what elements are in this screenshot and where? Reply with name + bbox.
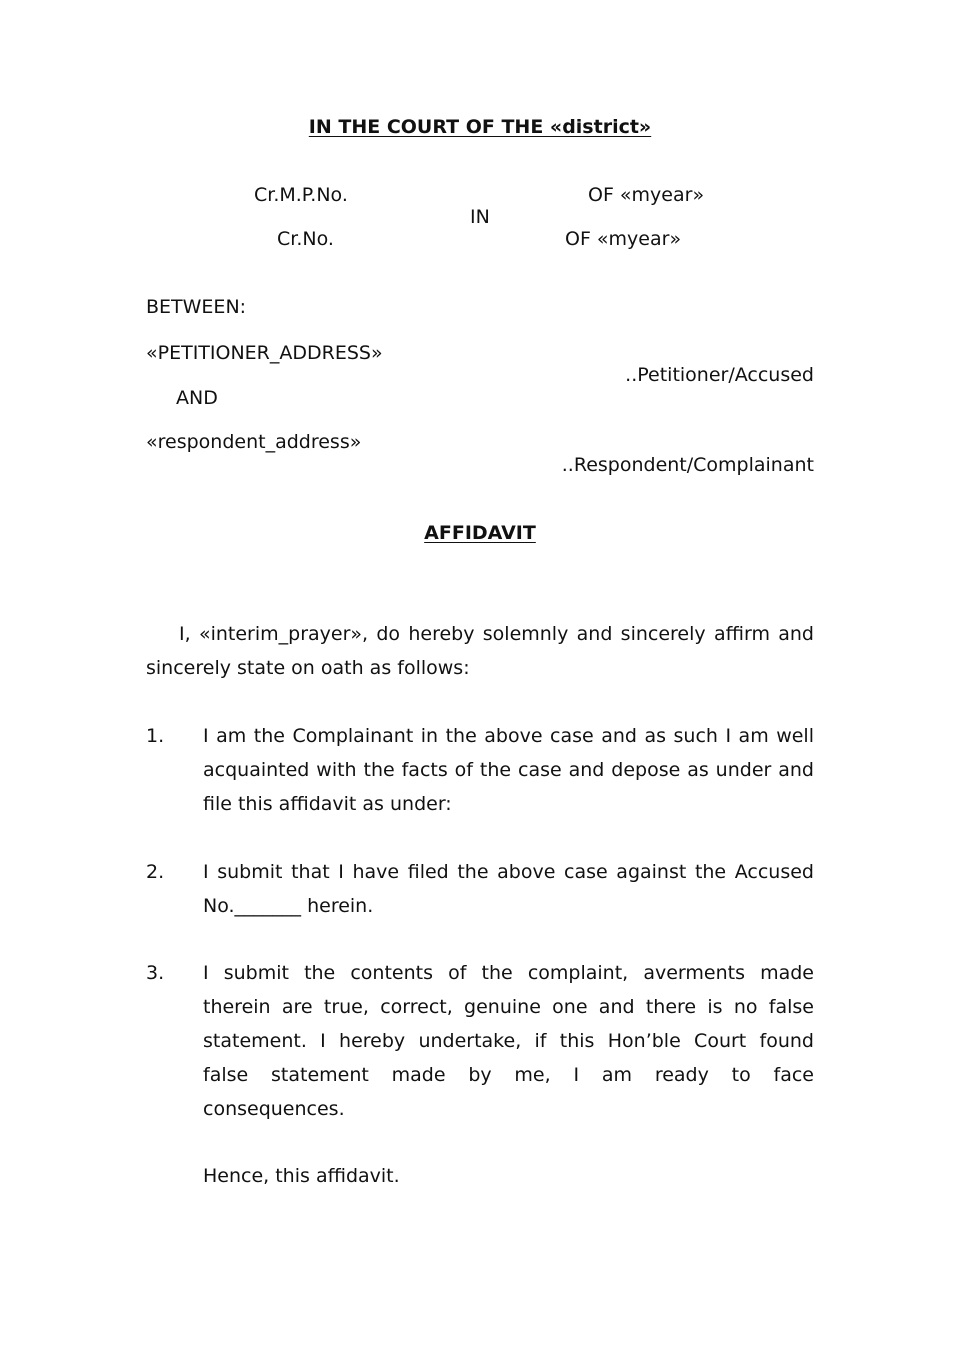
item-text: I submit that I have filed the above case against the Accused No._______ herein. — [203, 861, 814, 917]
item-text: I am the Complainant in the above case and as such I am well acquainted with the facts of the case and depose as under and file this affidavit as under: — [203, 725, 814, 815]
list-item — [146, 956, 814, 1126]
item-text-line: I submit the contents of the complaint, averments made — [203, 962, 814, 984]
item-number: 1. — [146, 725, 165, 747]
and-label: AND — [176, 387, 218, 409]
item-number: 3. — [146, 962, 165, 984]
respondent-role: ..Respondent/Complainant — [561, 454, 814, 476]
item-text-line: consequences. — [203, 1098, 345, 1120]
petitioner-role: ..Petitioner/Accused — [625, 364, 814, 386]
item-text-line: therein are true, correct, genuine one and there is no false — [203, 996, 814, 1018]
in-label: IN — [470, 206, 490, 228]
list-item — [146, 855, 814, 923]
crmp-year: OF «myear» — [588, 184, 705, 206]
petitioner-address: «PETITIONER_ADDRESS» — [146, 342, 383, 364]
court-heading: IN THE COURT OF THE «district» — [308, 116, 652, 138]
cr-year: OF «myear» — [565, 228, 682, 250]
crmp-number-label: Cr.M.P.No. — [254, 184, 348, 206]
closing-statement: Hence, this affidavit. — [203, 1165, 400, 1187]
item-number: 2. — [146, 861, 165, 883]
item-text-line: false statement made by me, I am ready to face — [203, 1064, 814, 1086]
cr-number-label: Cr.No. — [277, 228, 334, 250]
list-item — [146, 719, 814, 821]
item-text — [203, 956, 814, 1126]
affidavit-title: AFFIDAVIT — [424, 522, 536, 544]
respondent-address: «respondent_address» — [146, 431, 362, 453]
item-text-line: statement. I hereby undertake, if this Hon’ble Court found — [203, 1030, 814, 1052]
intro-paragraph: I, «interim_prayer», do hereby solemnly and sincerely affirm and sincerely state on oath as follows: — [146, 623, 814, 679]
between-label: BETWEEN: — [146, 296, 247, 318]
